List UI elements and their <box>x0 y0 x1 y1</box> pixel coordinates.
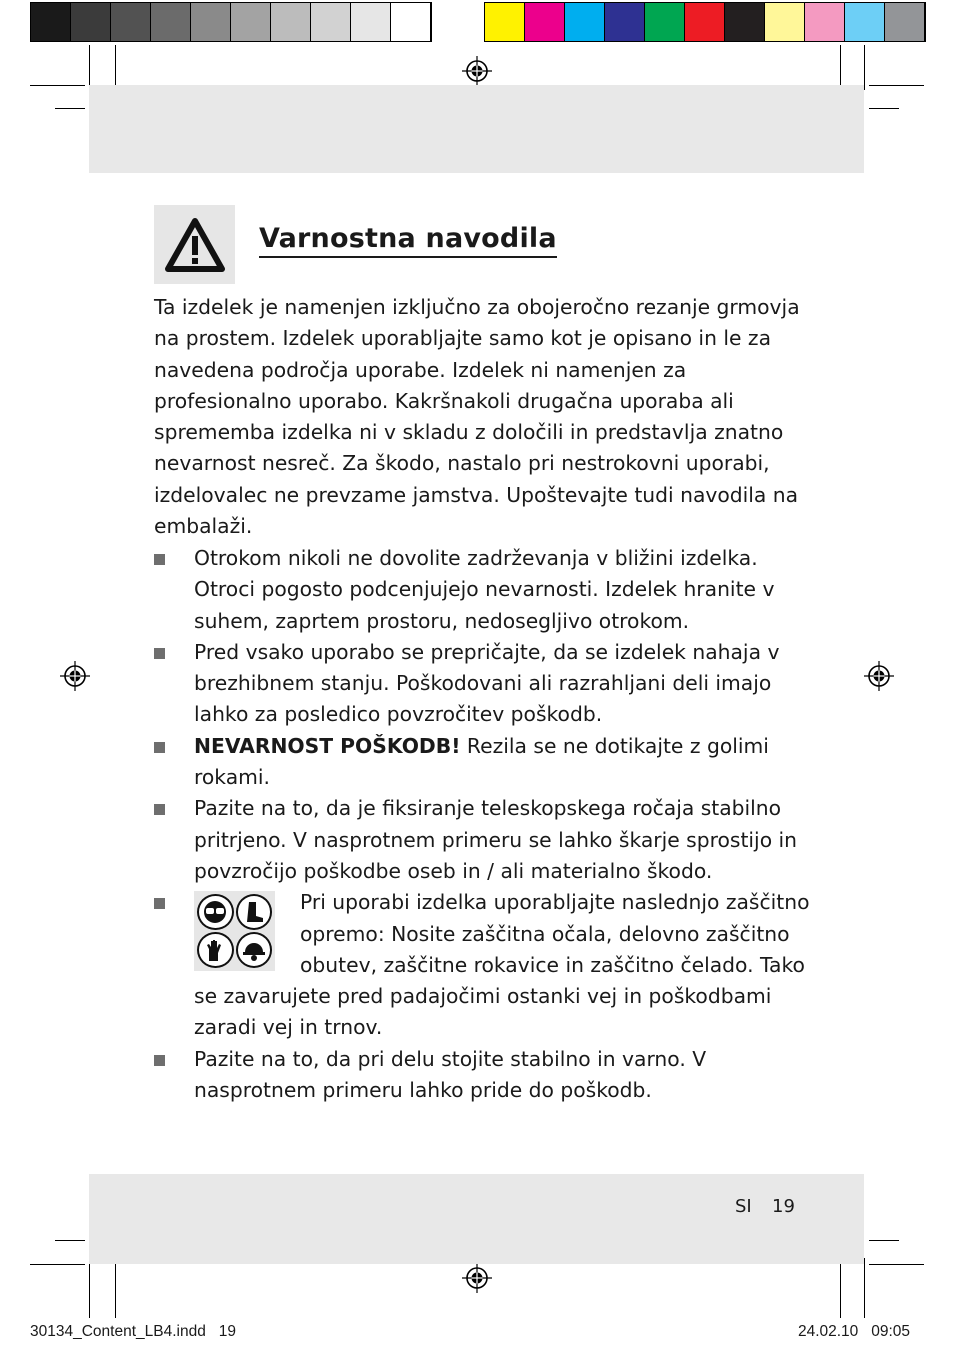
footer-band <box>89 1174 864 1264</box>
list-item <box>154 637 814 731</box>
color-swatch <box>71 3 111 41</box>
color-swatch <box>31 3 71 41</box>
crop-mark <box>869 1264 924 1265</box>
registration-mark-icon <box>60 661 90 691</box>
warning-label: NEVARNOST POŠKODB! <box>194 733 461 758</box>
color-swatch <box>311 3 351 41</box>
safety-gloves-icon <box>197 932 234 968</box>
warning-triangle-icon <box>154 205 235 284</box>
bullet-square-icon <box>154 1055 165 1066</box>
color-swatch <box>605 3 645 41</box>
process-color-bar <box>484 2 926 42</box>
print-slug-date: 24.02.10 09:05 <box>797 1323 910 1340</box>
color-swatch <box>685 3 725 41</box>
crop-mark <box>869 108 899 109</box>
color-swatch <box>271 3 311 41</box>
registration-mark-icon <box>462 1263 492 1293</box>
color-swatch <box>151 3 191 41</box>
bullet-square-icon <box>154 648 165 659</box>
bullet-square-icon <box>154 554 165 565</box>
print-slug-file: 30134_Content_LB4.indd 19 <box>30 1323 236 1340</box>
ppe-icon-grid <box>194 891 275 971</box>
language-code: SI <box>735 1196 752 1217</box>
color-swatch <box>645 3 685 41</box>
crop-mark <box>864 45 865 90</box>
page-number: 19 <box>772 1196 795 1217</box>
crop-mark <box>869 1240 899 1241</box>
safety-goggles-icon <box>197 894 234 930</box>
bullet-square-icon <box>154 898 165 909</box>
list-item <box>154 887 814 1043</box>
crop-mark <box>869 85 924 86</box>
color-swatch <box>391 3 431 41</box>
list-item <box>154 1044 814 1107</box>
crop-mark <box>30 85 85 86</box>
color-swatch <box>845 3 885 41</box>
intro-paragraph: Ta izdelek je namenjen izključno za obojeročno rezanje grmovja na prostem. Izdelek uporabljajte samo kot je opisano in le za navedena področja uporabe. Izdelek ni namenjen za profesionalno uporabo. Kakršnakoli drugačna uporaba ali sprememba izdelka ni v skladu z določili in predstavlja znatno nevarnost nesreč. Za škodo, nastalo pri nestrokovni uporabi, izdelovalec ne prevzame jamstva. Upoštevajte tudi navodila na embalaži. <box>154 295 800 539</box>
crop-mark <box>115 1258 116 1318</box>
safety-boots-icon <box>236 894 273 930</box>
crop-mark <box>840 45 841 90</box>
color-swatch <box>231 3 271 41</box>
color-swatch <box>111 3 151 41</box>
bullet-text: Pri uporabi izdelka uporabljajte naslednjo zaščitno opremo: Nosite zaščitna očala, delovno zaščitno obutev, zaščitne rokavice in zaščitno čelado. Tako se zavarujete pred padajočimi ostanki vej in poškodbami zaradi vej in trnov. <box>194 890 810 1040</box>
color-swatch <box>485 3 525 41</box>
list-item <box>154 731 814 794</box>
color-swatch <box>351 3 391 41</box>
safety-bullet-list <box>154 543 814 1106</box>
color-swatch <box>191 3 231 41</box>
color-swatch <box>565 3 605 41</box>
safety-helmet-icon <box>236 932 273 968</box>
crop-mark <box>55 108 85 109</box>
crop-mark <box>89 45 90 90</box>
header-band <box>89 85 864 173</box>
crop-mark <box>55 1240 85 1241</box>
bullet-text: Rezila se ne dotikajte z golimi rokami. <box>194 733 769 790</box>
list-item <box>154 793 814 887</box>
color-swatch <box>805 3 845 41</box>
color-swatch <box>525 3 565 41</box>
bullet-square-icon <box>154 742 165 753</box>
bullet-text: Pred vsako uporabo se prepričajte, da se izdelek nahaja v brezhibnem stanju. Poškodovani ali razrahljani deli imajo lahko za posledico povzročitev poškodb. <box>194 639 780 727</box>
crop-mark <box>30 1264 85 1265</box>
crop-mark <box>115 45 116 90</box>
color-swatch <box>765 3 805 41</box>
bullet-square-icon <box>154 804 165 815</box>
crop-mark <box>864 1258 865 1318</box>
registration-mark-icon <box>864 661 894 691</box>
bullet-text: Pazite na to, da je fiksiranje teleskopskega ročaja stabilno pritrjeno. V nasprotnem primeru se lahko škarje sprostijo in povzročijo poškodbe oseb in / ali materialno škodo. <box>194 796 798 883</box>
crop-mark <box>840 1258 841 1318</box>
list-item <box>154 543 814 637</box>
grayscale-color-bar <box>30 2 432 42</box>
crop-mark <box>89 1258 90 1318</box>
registration-mark-icon <box>462 56 492 86</box>
page-title: Varnostna navodila <box>259 222 557 258</box>
color-swatch <box>885 3 925 41</box>
color-swatch <box>725 3 765 41</box>
bullet-text: Pazite na to, da pri delu stojite stabilno in varno. V nasprotnem primeru lahko pride do poškodb. <box>194 1046 707 1103</box>
bullet-text: Otrokom nikoli ne dovolite zadrževanja v bližini izdelka. Otroci pogosto podcenjujejo nevarnosti. Izdelek hranite v suhem, zaprtem prostoru, nedosegljivo otrokom. <box>194 546 775 633</box>
